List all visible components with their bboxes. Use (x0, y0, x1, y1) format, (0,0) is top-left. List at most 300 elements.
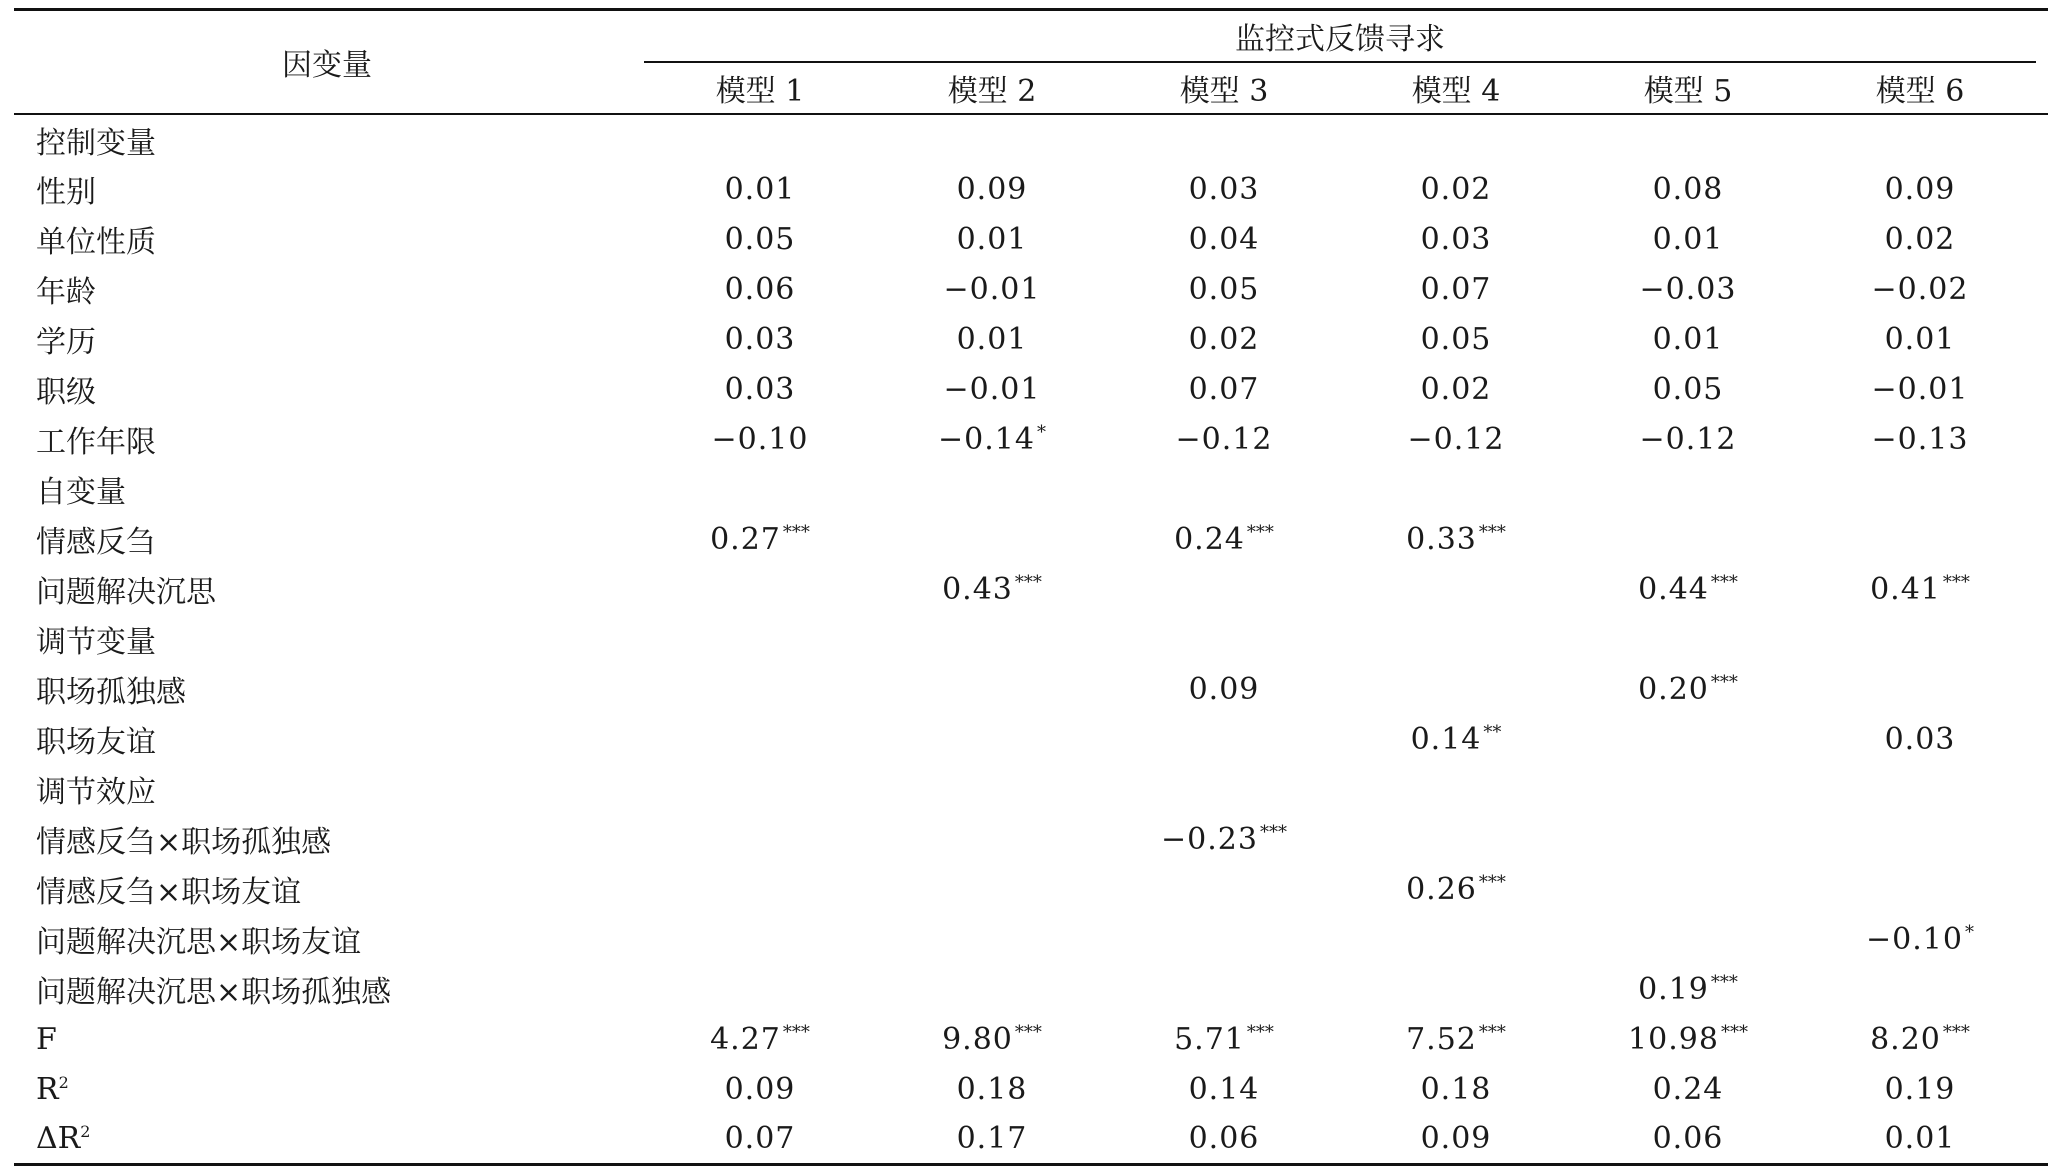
cell-model-4 (1340, 364, 1572, 414)
cell-model-6 (1804, 314, 2036, 364)
cell-model-1 (644, 464, 876, 514)
cell-model-3 (1108, 214, 1340, 264)
row-label (14, 814, 644, 864)
cell-model-2 (876, 214, 1108, 264)
cell-model-3 (1108, 164, 1340, 214)
coefficient-value: 0.09 (1884, 171, 1956, 207)
row-label (14, 164, 644, 214)
cell-model-3 (1108, 1064, 1340, 1114)
row-pad (2036, 664, 2048, 714)
table-row (14, 264, 2048, 314)
row-pad (2036, 1064, 2048, 1114)
cell-model-4 (1340, 1064, 1572, 1114)
row-label-text: 年龄 (36, 275, 96, 310)
row-pad (2036, 714, 2048, 764)
cell-model-5 (1572, 1014, 1804, 1064)
cell-model-2 (876, 464, 1108, 514)
row-label-text: 问题解决沉思×职场孤独感 (36, 975, 392, 1010)
model-header: 模型 3 (1179, 74, 1269, 109)
cell-model-6 (1804, 564, 2036, 614)
cell-model-3 (1108, 864, 1340, 914)
cell-model-4 (1340, 164, 1572, 214)
cell-model-2 (876, 864, 1108, 914)
cell-model-4 (1340, 914, 1572, 964)
cell-model-1 (644, 864, 876, 914)
significance-stars: *** (1259, 821, 1287, 843)
table-row (14, 1014, 2048, 1064)
table-row (14, 614, 2048, 664)
table-row (14, 414, 2048, 464)
table-row (14, 664, 2048, 714)
coefficient-value: 0.02 (1884, 221, 1956, 257)
row-pad (2036, 214, 2048, 264)
cell-model-2 (876, 264, 1108, 314)
coefficient-value: 0.08 (1652, 171, 1724, 207)
cell-model-6 (1804, 1114, 2036, 1164)
group-header: 监控式反馈寻求 (644, 10, 2036, 63)
significance-stars: ** (1483, 721, 1502, 743)
significance-stars: *** (1720, 1021, 1748, 1043)
cell-model-4 (1340, 964, 1572, 1014)
cell-model-3 (1108, 614, 1340, 664)
cell-model-2 (876, 1064, 1108, 1114)
cell-model-6 (1804, 164, 2036, 214)
cell-model-3 (1108, 464, 1340, 514)
table-row (14, 214, 2048, 264)
coefficient-value: 10.98 (1628, 1021, 1719, 1057)
coefficient-value: −0.01 (943, 371, 1041, 407)
cell-model-2 (876, 564, 1108, 614)
cell-model-1 (644, 364, 876, 414)
cell-model-3 (1108, 114, 1340, 164)
table-row (14, 114, 2048, 164)
row-pad (2036, 364, 2048, 414)
coefficient-value: 0.01 (1884, 321, 1956, 357)
cell-model-2 (876, 514, 1108, 564)
row-label-superscript: 2 (80, 1121, 91, 1141)
table-row (14, 1114, 2048, 1164)
cell-model-6 (1804, 414, 2036, 464)
cell-model-6 (1804, 464, 2036, 514)
significance-stars: * (1964, 921, 1974, 943)
row-label (14, 414, 644, 464)
coefficient-value: −0.02 (1871, 271, 1969, 307)
row-label (14, 1014, 644, 1064)
coefficient-value: −0.12 (1175, 421, 1273, 457)
cell-model-6 (1804, 364, 2036, 414)
cell-model-2 (876, 964, 1108, 1014)
cell-model-5 (1572, 364, 1804, 414)
row-pad (2036, 514, 2048, 564)
cell-model-1 (644, 114, 876, 164)
cell-model-3 (1108, 1114, 1340, 1164)
cell-model-3 (1108, 414, 1340, 464)
coefficient-value: 0.18 (1420, 1071, 1492, 1107)
cell-model-2 (876, 164, 1108, 214)
significance-stars: *** (1478, 521, 1506, 543)
cell-model-3 (1108, 664, 1340, 714)
row-pad (2036, 564, 2048, 614)
coefficient-value: 0.26 (1406, 871, 1477, 907)
row-label (14, 1114, 644, 1164)
regression-table (14, 8, 2048, 1166)
cell-model-5 (1572, 214, 1804, 264)
row-label (14, 614, 644, 664)
row-label-text: 情感反刍×职场孤独感 (36, 825, 332, 860)
model-header: 模型 2 (947, 74, 1037, 109)
significance-stars: *** (1014, 571, 1042, 593)
cell-model-5 (1572, 564, 1804, 614)
cell-model-1 (644, 914, 876, 964)
cell-model-2 (876, 814, 1108, 864)
coefficient-value: −0.12 (1639, 421, 1737, 457)
table-row (14, 814, 2048, 864)
cell-model-1 (644, 314, 876, 364)
row-label-text: 性别 (36, 175, 96, 210)
row-label-text: 调节效应 (36, 775, 156, 810)
cell-model-5 (1572, 264, 1804, 314)
cell-model-5 (1572, 914, 1804, 964)
significance-stars: *** (1478, 871, 1506, 893)
cell-model-4 (1340, 664, 1572, 714)
cell-model-5 (1572, 114, 1804, 164)
coefficient-value: 0.18 (956, 1071, 1028, 1107)
cell-model-2 (876, 764, 1108, 814)
significance-stars: * (1036, 421, 1046, 443)
cell-model-2 (876, 914, 1108, 964)
cell-model-5 (1572, 1064, 1804, 1114)
significance-stars: *** (1014, 1021, 1042, 1043)
row-pad (2036, 414, 2048, 464)
row-label-text: 情感反刍 (36, 525, 156, 560)
row-pad (2036, 764, 2048, 814)
coefficient-value: 0.09 (956, 171, 1028, 207)
cell-model-6 (1804, 1064, 2036, 1114)
row-label-text: 自变量 (36, 475, 126, 510)
coefficient-value: 0.03 (724, 371, 796, 407)
row-label (14, 864, 644, 914)
coefficient-value: 0.07 (1420, 271, 1492, 307)
cell-model-2 (876, 614, 1108, 664)
coefficient-value: 5.71 (1174, 1021, 1245, 1057)
cell-model-5 (1572, 314, 1804, 364)
table-row (14, 764, 2048, 814)
cell-model-5 (1572, 464, 1804, 514)
coefficient-value: −0.03 (1639, 271, 1737, 307)
table-row (14, 564, 2048, 614)
row-label (14, 364, 644, 414)
cell-model-3 (1108, 764, 1340, 814)
cell-model-6 (1804, 764, 2036, 814)
row-label (14, 464, 644, 514)
row-label-text: 问题解决沉思 (36, 575, 216, 610)
cell-model-3 (1108, 564, 1340, 614)
row-pad (2036, 814, 2048, 864)
coefficient-value: 0.27 (710, 521, 781, 557)
row-label-text: 情感反刍×职场友谊 (36, 875, 302, 910)
coefficient-value: −0.13 (1871, 421, 1969, 457)
cell-model-6 (1804, 264, 2036, 314)
significance-stars: *** (1942, 1021, 1970, 1043)
cell-model-4 (1340, 114, 1572, 164)
coefficient-value: −0.01 (1871, 371, 1969, 407)
model-header: 模型 4 (1411, 74, 1501, 109)
cell-model-4 (1340, 814, 1572, 864)
cell-model-3 (1108, 964, 1340, 1014)
row-label (14, 714, 644, 764)
coefficient-value: 0.44 (1638, 571, 1709, 607)
row-label (14, 914, 644, 964)
significance-stars: *** (1942, 571, 1970, 593)
cell-model-1 (644, 414, 876, 464)
cell-model-6 (1804, 114, 2036, 164)
cell-model-1 (644, 514, 876, 564)
row-pad (2036, 164, 2048, 214)
cell-model-6 (1804, 614, 2036, 664)
row-pad (2036, 964, 2048, 1014)
model-header: 模型 5 (1643, 74, 1733, 109)
row-label (14, 764, 644, 814)
model-header: 模型 6 (1875, 74, 1965, 109)
cell-model-3 (1108, 514, 1340, 564)
coefficient-value: 0.07 (1188, 371, 1260, 407)
cell-model-3 (1108, 364, 1340, 414)
coefficient-value: 0.03 (1884, 721, 1956, 757)
table-row (14, 714, 2048, 764)
significance-stars: *** (1246, 1021, 1274, 1043)
row-label-text: 学历 (36, 325, 96, 360)
cell-model-6 (1804, 914, 2036, 964)
row-label-text: 职场友谊 (36, 725, 156, 760)
coefficient-value: 0.43 (942, 571, 1013, 607)
row-pad (2036, 264, 2048, 314)
cell-model-1 (644, 1014, 876, 1064)
row-label-text: 单位性质 (36, 225, 156, 260)
significance-stars: *** (1478, 1021, 1506, 1043)
cell-model-5 (1572, 614, 1804, 664)
coefficient-value: 0.01 (724, 171, 796, 207)
coefficient-value: −0.14 (938, 421, 1035, 457)
cell-model-1 (644, 714, 876, 764)
cell-model-4 (1340, 864, 1572, 914)
cell-model-2 (876, 714, 1108, 764)
row-pad (2036, 614, 2048, 664)
cell-model-5 (1572, 514, 1804, 564)
coefficient-value: 0.03 (1188, 171, 1260, 207)
significance-stars: *** (782, 1021, 810, 1043)
table-row (14, 164, 2048, 214)
cell-model-6 (1804, 814, 2036, 864)
row-pad (2036, 1014, 2048, 1064)
cell-model-4 (1340, 514, 1572, 564)
cell-model-5 (1572, 714, 1804, 764)
coefficient-value: 0.01 (1652, 321, 1724, 357)
coefficient-value: 7.52 (1406, 1021, 1477, 1057)
coefficient-value: 0.03 (724, 321, 796, 357)
row-label-text: 工作年限 (36, 425, 156, 460)
cell-model-4 (1340, 1114, 1572, 1164)
table-row (14, 464, 2048, 514)
coefficient-value: 0.09 (1420, 1120, 1492, 1156)
coefficient-value: 0.09 (1188, 671, 1260, 707)
coefficient-value: 0.06 (1188, 1120, 1260, 1156)
cell-model-4 (1340, 264, 1572, 314)
cell-model-3 (1108, 314, 1340, 364)
coefficient-value: −0.10 (711, 421, 809, 457)
coefficient-value: 0.07 (724, 1120, 796, 1156)
cell-model-1 (644, 264, 876, 314)
cell-model-6 (1804, 514, 2036, 564)
row-label (14, 114, 644, 164)
row-label (14, 214, 644, 264)
significance-stars: *** (1710, 571, 1738, 593)
coefficient-value: 0.05 (1652, 371, 1724, 407)
cell-model-4 (1340, 1014, 1572, 1064)
coefficient-value: −0.12 (1407, 421, 1505, 457)
row-label-text: 职级 (36, 375, 96, 410)
coefficient-value: 0.01 (1652, 221, 1724, 257)
row-label-text: 调节变量 (36, 625, 156, 660)
coefficient-value: 0.01 (956, 321, 1028, 357)
row-pad (2036, 464, 2048, 514)
cell-model-1 (644, 1114, 876, 1164)
coefficient-value: 0.04 (1188, 221, 1260, 257)
row-label-text: F (36, 1021, 57, 1057)
coefficient-value: 0.01 (956, 221, 1028, 257)
coefficient-value: 4.27 (710, 1021, 781, 1057)
row-pad (2036, 1114, 2048, 1164)
cell-model-5 (1572, 764, 1804, 814)
cell-model-2 (876, 364, 1108, 414)
table-body (14, 114, 2048, 1164)
row-label (14, 964, 644, 1014)
cell-model-5 (1572, 164, 1804, 214)
table-row (14, 914, 2048, 964)
row-label-superscript: 2 (58, 1072, 69, 1092)
cell-model-3 (1108, 1014, 1340, 1064)
significance-stars: *** (1246, 521, 1274, 543)
row-pad (2036, 864, 2048, 914)
row-pad (2036, 114, 2048, 164)
cell-model-5 (1572, 964, 1804, 1014)
cell-model-5 (1572, 414, 1804, 464)
cell-model-2 (876, 664, 1108, 714)
table-row (14, 864, 2048, 914)
cell-model-6 (1804, 714, 2036, 764)
coefficient-value: 0.06 (1652, 1120, 1724, 1156)
cell-model-1 (644, 764, 876, 814)
row-label-text: 控制变量 (36, 125, 156, 161)
coefficient-value: 0.02 (1188, 321, 1260, 357)
coefficient-value: 9.80 (942, 1021, 1013, 1057)
cell-model-1 (644, 214, 876, 264)
coefficient-value: 0.41 (1870, 571, 1941, 607)
cell-model-2 (876, 314, 1108, 364)
coefficient-value: 0.20 (1638, 671, 1709, 707)
cell-model-1 (644, 964, 876, 1014)
cell-model-4 (1340, 714, 1572, 764)
cell-model-2 (876, 114, 1108, 164)
row-pad (2036, 314, 2048, 364)
coefficient-value: 0.02 (1420, 371, 1492, 407)
table-row (14, 364, 2048, 414)
coefficient-value: 0.05 (1188, 271, 1260, 307)
coefficient-value: 0.19 (1638, 971, 1709, 1007)
coefficient-value: 0.33 (1406, 521, 1477, 557)
table-row (14, 314, 2048, 364)
coefficient-value: 0.24 (1652, 1071, 1724, 1107)
cell-model-6 (1804, 864, 2036, 914)
row-label (14, 564, 644, 614)
table-row (14, 514, 2048, 564)
coefficient-value: 0.05 (1420, 321, 1492, 357)
coefficient-value: −0.10 (1866, 921, 1963, 957)
cell-model-5 (1572, 814, 1804, 864)
coefficient-value: 0.14 (1188, 1071, 1260, 1107)
row-label-text: ΔR (36, 1120, 81, 1156)
cell-model-3 (1108, 814, 1340, 864)
row-label-text: 职场孤独感 (36, 675, 186, 710)
table-row (14, 1064, 2048, 1114)
cell-model-6 (1804, 1014, 2036, 1064)
row-label (14, 264, 644, 314)
coefficient-value: 0.01 (1884, 1120, 1956, 1156)
cell-model-1 (644, 814, 876, 864)
coefficient-value: 0.06 (724, 271, 796, 307)
row-label (14, 514, 644, 564)
row-label-text: R (36, 1071, 59, 1107)
cell-model-3 (1108, 714, 1340, 764)
model-header: 模型 1 (715, 74, 805, 109)
cell-model-5 (1572, 864, 1804, 914)
cell-model-4 (1340, 614, 1572, 664)
cell-model-4 (1340, 464, 1572, 514)
cell-model-4 (1340, 314, 1572, 364)
row-label (14, 314, 644, 364)
significance-stars: *** (1710, 671, 1738, 693)
row-label (14, 664, 644, 714)
cell-model-1 (644, 164, 876, 214)
row-pad (2036, 914, 2048, 964)
dependent-variable-header: 因变量 (282, 48, 372, 83)
cell-model-1 (644, 664, 876, 714)
cell-model-4 (1340, 564, 1572, 614)
coefficient-value: −0.01 (943, 271, 1041, 307)
cell-model-4 (1340, 214, 1572, 264)
significance-stars: *** (782, 521, 810, 543)
significance-stars: *** (1710, 971, 1738, 993)
cell-model-4 (1340, 414, 1572, 464)
cell-model-6 (1804, 664, 2036, 714)
coefficient-value: 0.03 (1420, 221, 1492, 257)
cell-model-3 (1108, 914, 1340, 964)
coefficient-value: 0.09 (724, 1071, 796, 1107)
table-row (14, 964, 2048, 1014)
coefficient-value: 0.05 (724, 221, 796, 257)
cell-model-4 (1340, 764, 1572, 814)
cell-model-1 (644, 564, 876, 614)
row-label-text: 问题解决沉思×职场友谊 (36, 925, 362, 960)
cell-model-1 (644, 1064, 876, 1114)
cell-model-2 (876, 1114, 1108, 1164)
coefficient-value: 0.17 (956, 1120, 1028, 1156)
cell-model-6 (1804, 214, 2036, 264)
cell-model-5 (1572, 1114, 1804, 1164)
cell-model-3 (1108, 264, 1340, 314)
cell-model-2 (876, 414, 1108, 464)
cell-model-1 (644, 614, 876, 664)
coefficient-value: 0.24 (1174, 521, 1245, 557)
